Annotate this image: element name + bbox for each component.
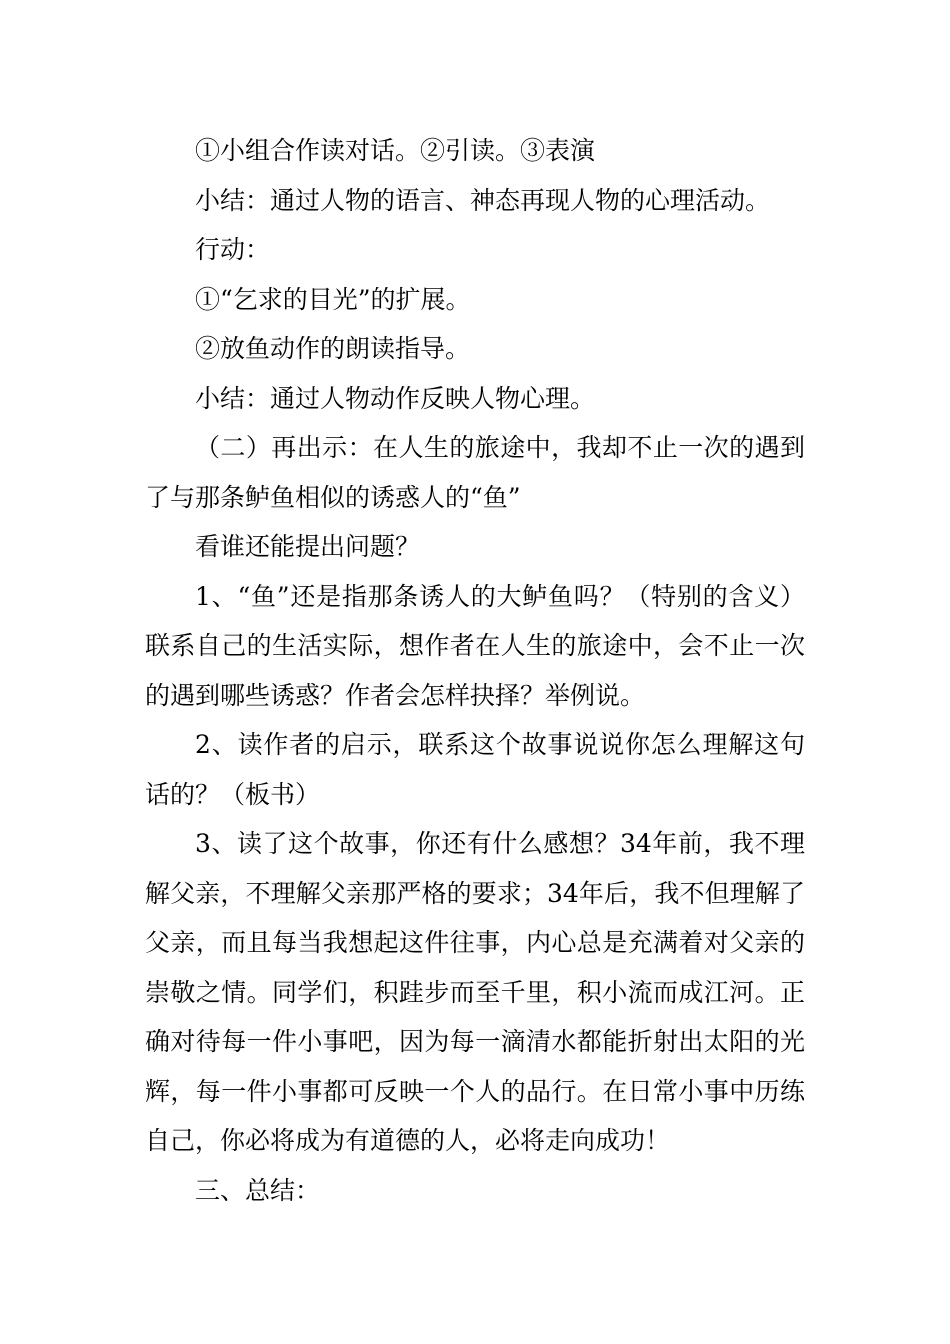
paragraph-summary-language: 小结：通过人物的语言、神态再现人物的心理活动。 (195, 185, 771, 215)
paragraph-section-two: （二）再出示：在人生的旅途中，我却不止一次的遇到了与那条鲈鱼相似的诱惑人的“鱼” (145, 433, 805, 512)
paragraph-group-reading: ①小组合作读对话。②引读。③表演 (195, 136, 596, 165)
document-body (145, 126, 805, 1215)
paragraph-begging-eyes: ①“乞求的目光”的扩展。 (195, 284, 471, 314)
paragraph-ask-questions: 看谁还能提出问题？ (195, 532, 421, 561)
paragraph-conclusion-heading: 三、总结： (195, 1175, 321, 1205)
paragraph-question-1: 1、“鱼”还是指那条诱人的大鲈鱼吗？（特别的含义）联系自己的生活实际，想作者在人生的旅途中，会不止一次的遇到哪些诱惑？作者会怎样抉择？举例说。 (145, 581, 805, 710)
paragraph-release-fish: ②放鱼动作的朗读指导。 (195, 334, 471, 363)
paragraph-question-3: 3、读了这个故事，你还有什么感想？34年前，我不理解父亲，不理解父亲那严格的要求；34年后，我不但理解了父亲，而且每当我想起这件往事，内心总是充满着对父亲的崇敬之情。同学们，积跬步而至千里，积小流而成江河。正确对待每一件小事吧，因为每一滴清水都能折射出太阳的光辉，每一件小事都可反映一个人的品行。在日常小事中历练自己，你必将成为有道德的人，必将走向成功！ (145, 829, 805, 1155)
paragraph-action-heading: 行动： (195, 235, 271, 264)
paragraph-summary-action: 小结：通过人物动作反映人物心理。 (195, 383, 596, 413)
paragraph-question-2: 2、读作者的启示，联系这个故事说说你怎么理解这句话的？（板书） (145, 730, 805, 809)
